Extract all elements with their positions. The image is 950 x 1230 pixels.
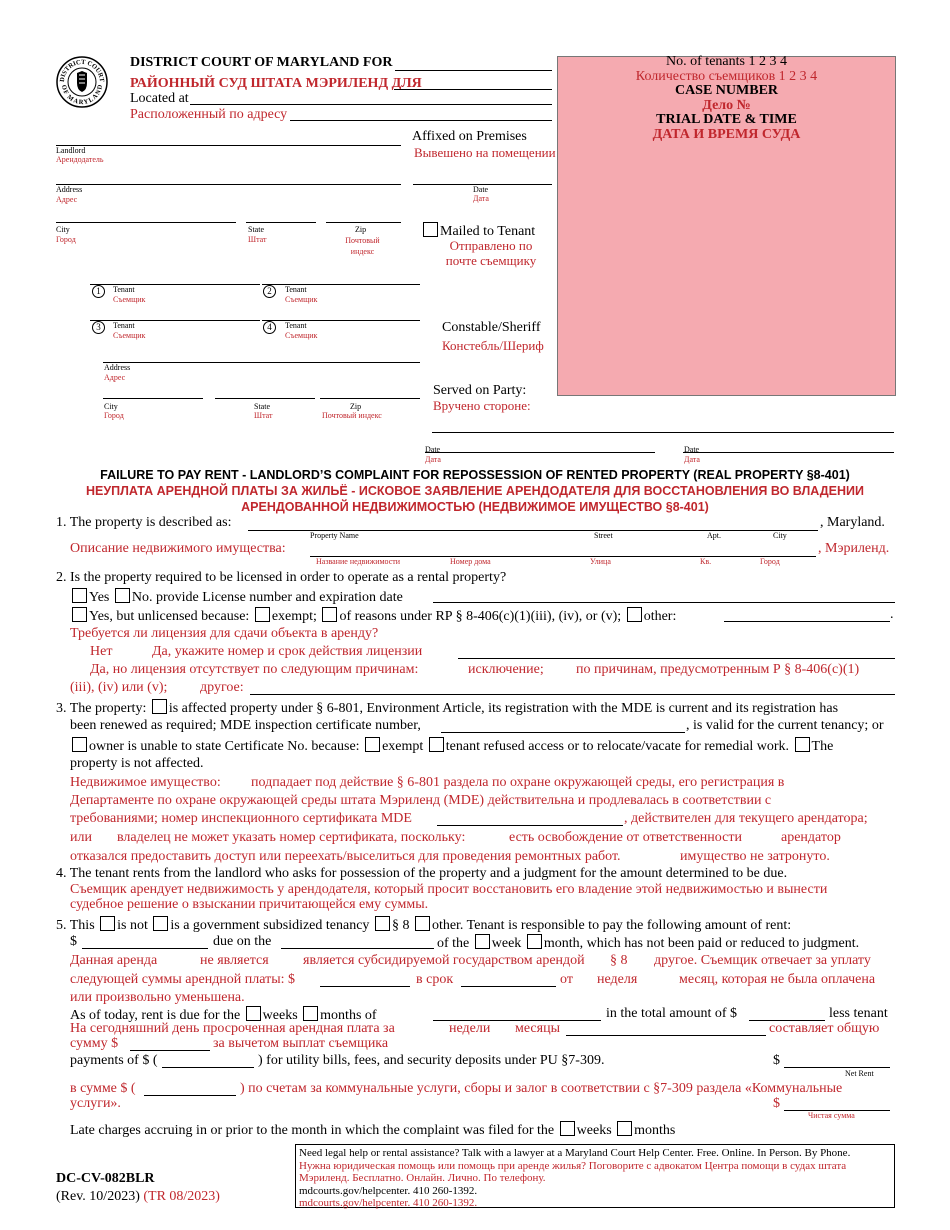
form-title-en: FAILURE TO PAY RENT - LANDLORD’S COMPLAINT FOR REPOSSESSION OF RENTED PROPERTY (REAL PROPERTY §8-401) [100,468,850,482]
net-rent-dollar-en: $ [773,1053,780,1068]
tenant-city-ru: Город [104,411,124,420]
item3-affected-text: is affected property under § 6-801, Environment Article, its registration with the MDE is current and its registration has [168,701,839,716]
total-amount-label: in the total amount of $ [606,1006,738,1021]
trial-date-en: TRIAL DATE & TIME [656,112,797,127]
form-rev-tr: (TR 08/2023) [143,1189,220,1204]
item4-ru-2: судебное решение о взыскании причитающейся ему суммы. [70,897,429,912]
rent-amount-line[interactable] [82,948,208,949]
cert-exempt-label: exempt [382,739,424,754]
tenant-state-en: State [254,402,270,411]
item5-ru-1b: не является [200,953,269,968]
item5-line1 [56,916,791,934]
help-contact-ru[interactable]: mdcourts.gov/helpcenter. 410 260-1392. [299,1197,478,1209]
rent-due-label: As of today, rent is due for the [70,1008,241,1023]
item1-label-ru: Описание недвижимого имущества: [70,541,286,556]
tenants-count-en: No. of tenants 1 2 3 4 [666,54,787,69]
tenant-address-en: Address [104,363,131,372]
tenant-address-ru: Адрес [104,373,126,382]
landlord-zip-ru: Почтовый индекс [345,236,380,256]
case-number-ru: Дело № [702,97,751,113]
mde-certificate-ru-line[interactable] [437,825,623,826]
today-ru-b: недели [449,1021,491,1036]
item3-ru-1a: Недвижимое имущество: [70,775,221,790]
item5-ru-2e: месяц, которая не была оплачена [679,972,876,987]
tenants-count-ru: Количество съемщиков 1 2 3 4 [635,68,818,84]
located-label-en: Located at [130,91,189,106]
item5-ru-2c: от [560,972,573,987]
item3-line3 [70,737,833,755]
months-of-ru-line[interactable] [566,1035,766,1036]
served-date2-ru: Дата [684,455,700,464]
tenant1-label-en: Tenant [113,285,135,294]
item4-en: 4. The tenant rents from the landlord who asks for possession of the property and a judgment for the amount determined to be due. [56,866,788,881]
court-title-en: DISTRICT COURT OF MARYLAND FOR [130,55,393,70]
net-rent-line[interactable] [784,1067,890,1068]
today-ru2-b: за вычетом выплат съемщика [213,1036,389,1051]
due-weeks-checkbox[interactable] [246,1006,261,1021]
payments-amount-ru-line[interactable] [144,1095,236,1096]
col-apt-en: Apt. [707,531,721,540]
due-weeks-label: weeks [262,1008,298,1023]
tenancy-is-not-checkbox[interactable] [100,916,115,931]
form-rev-en: (Rev. 10/2023) [56,1189,140,1204]
item5-ru-1a: Данная аренда [70,953,158,968]
tenant-zip-ru: Почтовый индекс [322,411,382,420]
affixed-label-en: Affixed on Premises [412,129,527,144]
item3-ru-4a: или [70,830,92,845]
form-title-ru-1: НЕУПЛАТА АРЕНДНОЙ ПЛАТЫ ЗА ЖИЛЬЁ - ИСКОВОЕ ЗАЯВЛЕНИЕ АРЕНДОДАТЕЛЯ ДЛЯ ВОССТАНОВЛЕНИЯ ВО ВЛАДЕНИИ [86,484,864,498]
payments-amount-line[interactable] [162,1067,254,1068]
landlord-city-ru: Город [56,235,76,244]
today-ru-a: На сегодняшний день просроченная арендная плата за [70,1021,395,1036]
license-yes-checkbox[interactable] [72,588,87,603]
payments-ru-a: в сумме $ ( [70,1081,136,1096]
rent-week-checkbox[interactable] [475,934,490,949]
license-other-checkbox[interactable] [627,607,642,622]
tenant-city-line[interactable] [103,398,203,399]
item5-ru-1d: § 8 [610,953,628,968]
mailed-label-ru: Отправлено по почте съемщику [445,238,537,268]
item3-ru-3b: , действителен для текущего арендатора; [624,811,868,826]
tenant-state-line[interactable] [215,398,315,399]
served-date1-ru: Дата [425,455,441,464]
item3-ru-1b: подпадает под действие § 6-801 раздела по охране окружающей среды, его регистрация в [251,775,785,790]
col-apt-ru: Кв. [700,557,712,566]
license-exempt-ru: исключение; [468,662,544,677]
license-exempt-label: exempt; [271,609,317,624]
tenant4-label-en: Tenant [285,321,307,330]
col-street-en: Street [594,531,613,540]
landlord-zip-line[interactable] [326,222,401,223]
late-weeks-label: weeks [576,1123,612,1138]
form-title-ru-2: АРЕНДОВАННОЙ НЕДВИЖИМОСТЬЮ (НЕДВИЖИМОЕ ИМУЩЕСТВО §8-401) [241,500,709,514]
mailed-label-en: Mailed to Tenant [440,224,536,239]
item1-label-en: 1. The property is described as: [56,515,232,530]
tenant3-number: 3 [92,321,105,334]
col-city-en: City [773,531,787,540]
item1-maryland-en: , Maryland. [820,515,885,530]
item3-label: 3. The property: [56,701,147,716]
served-label-ru: Вручено стороне: [433,398,531,413]
tenant2-label-ru: Съемщик [285,295,318,304]
tenant1-number: 1 [92,285,105,298]
tenant-zip-line[interactable] [320,398,420,399]
served-date1-en: Date [425,445,441,454]
rent-amount-ru-line[interactable] [320,986,410,987]
served-party-line[interactable] [432,432,894,433]
late-months-label: months [634,1123,676,1138]
total-amount-ru-line[interactable] [130,1050,210,1051]
license-other-ru: другое: [200,680,244,695]
landlord-city-line[interactable] [56,222,236,223]
affixed-label-ru: Вывешено на помещении [414,145,556,160]
payments-label-a: payments of $ ( [70,1053,158,1068]
located-ru-line[interactable] [290,120,552,121]
constable-label-en: Constable/Sheriff [442,320,541,335]
case-info-box [557,56,896,396]
mailed-checkbox[interactable] [423,222,438,237]
tenancy-is-label: is a government subsidized tenancy [170,918,370,933]
tenancy-other-checkbox[interactable] [415,916,430,931]
owner-unable-label: owner is unable to state Certificate No. because: [89,739,360,754]
today-ru-c: месяцы [515,1021,560,1036]
court-county-line[interactable] [395,70,552,71]
license-unlicensed-label: Yes, but unlicensed because: [89,609,250,624]
less-tenant-label: less tenant [829,1006,888,1021]
tenancy-is-checkbox[interactable] [153,916,168,931]
late-weeks-checkbox[interactable] [560,1121,575,1136]
tenant4-number: 4 [263,321,276,334]
late-months-checkbox[interactable] [617,1121,632,1136]
court-title-ru: РАЙОННЫЙ СУД ШТАТА МЭРИЛЕНД ДЛЯ [130,76,422,91]
due-date-line[interactable] [281,948,434,949]
help-text-ru-1: Нужна юридическая помощь или помощь при аренде жилья? Поговорите с адвокатом Центра помощи в судах штата [299,1159,847,1172]
item2-question-en: 2. Is the property required to be licensed in order to operate as a rental property? [56,570,507,585]
late-charges-row [70,1121,675,1139]
served-date-line-1[interactable] [425,452,655,453]
seal-text-bottom: OF MARYLAND [59,84,105,107]
landlord-state-line[interactable] [246,222,316,223]
tenancy-is-not-label: is not [117,918,148,933]
form-rev [56,1189,220,1205]
help-contact-en[interactable]: mdcourts.gov/helpcenter. 410 260-1392. [299,1184,478,1197]
payments-label-b: ) for utility bills, fees, and security deposits under PU §7-309. [258,1053,605,1068]
item5-ru-2d: неделя [597,972,638,987]
court-county-ru-line[interactable] [394,89,552,90]
license-number-line[interactable] [433,602,895,603]
item3-valid-text: , is valid for the current tenancy; or [686,718,884,733]
affixed-date-ru: Дата [473,194,489,203]
case-number-en: CASE NUMBER [674,83,779,98]
col-property-name-en: Property Name [310,531,359,540]
item3-ru-4d: арендатор [781,830,841,845]
due-date-ru-line[interactable] [461,986,556,987]
tenant2-label-en: Tenant [285,285,307,294]
landlord-city-en: City [56,225,70,234]
rent-month-label: month, which has not been paid or reduced to judgment. [543,936,860,951]
landlord-address-line[interactable] [56,184,401,185]
license-unlicensed-checkbox[interactable] [72,607,87,622]
item5-ru-1e: другое. Съемщик отвечает за уплату [654,953,871,968]
court-seal [56,56,108,108]
license-unlicensed-ru: Да, но лицензия отсутствует по следующим причинам: [90,662,419,677]
rent-month-checkbox[interactable] [527,934,542,949]
of-the-label: of the [437,936,470,951]
seal-text-top: DISTRICT COURT [58,58,106,83]
section8-checkbox[interactable] [375,916,390,931]
landlord-label-ru: Арендодатель [56,155,104,164]
due-months-checkbox[interactable] [303,1006,318,1021]
license-other-label: other: [643,609,677,624]
owner-unable-checkbox[interactable] [72,737,87,752]
form-id: DC-CV-082BLR [56,1171,155,1186]
rent-dollar-en: $ [70,934,77,949]
license-yes-ru: Да, укажите номер и срок действия лицензии [152,644,423,659]
net-rent-label-ru: Чистая сумма [808,1111,855,1120]
due-months-label: months of [320,1008,377,1023]
item5-ru-2a: следующей суммы арендной платы: $ [70,972,296,987]
cert-exempt-checkbox[interactable] [365,737,380,752]
tenant2-number: 2 [263,285,276,298]
col-city-ru: Город [760,557,780,566]
item2-row-yes [70,588,403,606]
landlord-state-ru: Штат [248,235,267,244]
license-other-line[interactable] [724,621,890,622]
landlord-address-en: Address [56,185,83,194]
item1-maryland-ru: , Мэриленд. [818,541,890,556]
col-property-name-ru: Название недвижимости [316,557,401,566]
col-number-ru: Номер дома [450,557,491,566]
item3-line4: property is not affected. [70,756,204,771]
license-other-ru-line[interactable] [250,694,895,695]
license-reasons-ru: по причинам, предусмотренным Р § 8-406(с)(1) [576,662,860,677]
license-reasons-label: of reasons under RP § 8-406(c)(1)(iii), (iv), or (v); [339,609,622,624]
license-reasons-checkbox[interactable] [322,607,337,622]
item2-row-unlicensed [70,607,676,625]
payments-ru-c: услуги». [70,1096,121,1111]
tenant-zip-en: Zip [350,402,362,411]
item5-ru-3: или произвольно уменьшена. [70,990,245,1005]
affixed-date-en: Date [473,185,489,194]
mde-certificate-line[interactable] [441,732,685,733]
item3-line2 [70,718,421,734]
legal-help-box [295,1144,895,1208]
landlord-line[interactable] [56,145,401,146]
served-date-line-2[interactable] [683,452,894,453]
item3-ru-4b: владелец не может указать номер сертификата, поскольку: [117,830,466,845]
late-charges-label: Late charges accruing in or prior to the month in which the complaint was filed for the [70,1123,555,1138]
payments-ru-b: ) по счетам за коммунальные услуги, сборы и залог в соответствии с §7-309 раздела «Коммунальные [240,1081,843,1096]
item3-ru-5a: отказался предоставить доступ или переехать/выселиться для проведения ремонтных работ. [70,849,621,864]
license-exempt-checkbox[interactable] [255,607,270,622]
net-rent-label-en: Net Rent [845,1069,874,1078]
item3-ru-5b: имущество не затронуто. [680,849,830,864]
help-text-en: Need legal help or rental assistance? Talk with a lawyer at a Maryland Court Help Center. Free. Online. In Person. By Phone. [299,1147,851,1159]
landlord-label-en: Landlord [56,146,86,155]
license-no-checkbox[interactable] [115,588,130,603]
tenant-address-line[interactable] [103,362,420,363]
constable-label-ru: Констебль/Шериф [442,338,544,353]
item3-line1 [56,699,838,717]
trial-date-ru: ДАТА И ВРЕМЯ СУДА [652,126,801,142]
item5-ru-1c: является субсидируемой государством арендой [303,953,585,968]
license-yes-label: Yes [89,590,110,605]
located-label-ru: Расположенный по адресу [130,107,288,122]
located-at-line[interactable] [190,104,552,105]
col-street-ru: Улица [590,557,611,566]
license-no-label: No. provide License number and expiration date [131,590,403,605]
tenant4-label-ru: Съемщик [285,331,318,340]
tenant-refused-checkbox[interactable] [429,737,444,752]
item3-ru-2: Департаменте по охране окружающей среды штата Мэриленд (MDE) действительна и продлевалась в соответствии с [70,793,772,808]
tenant1-label-ru: Съемщик [113,295,146,304]
not-affected-label: The [811,739,834,754]
tenancy-other-label: other. Tenant is responsible to pay the following amount of rent: [431,918,792,933]
item3-ru-4c: есть освобождение от ответственности [509,830,742,845]
today-ru2-a: сумму $ [70,1036,119,1051]
item4-ru-1: Съемщик арендует недвижимость у арендодателя, который просит восстановить его владение этой недвижимостью и вынести [70,882,828,897]
landlord-zip-en: Zip [355,225,367,234]
net-rent-dollar-ru: $ [773,1096,780,1111]
rent-week-label: week [491,936,522,951]
license-number-ru-line[interactable] [458,658,895,659]
tenant-city-en: City [104,402,118,411]
due-on-label: due on the [213,934,272,949]
item3-mde-text: been renewed as required; MDE inspection certificate number, [70,718,421,733]
license-no-ru: Нет [90,644,113,659]
lead-affected-checkbox[interactable] [152,699,167,714]
served-label-en: Served on Party: [433,383,527,398]
tenant3-label-ru: Съемщик [113,331,146,340]
section8-label: § 8 [391,918,410,933]
help-text-ru-2: Мэриленд. Бесплатно. Онлайн. Лично. По телефону. [299,1172,546,1184]
tenant-refused-label: tenant refused access or to relocate/vacate for remedial work. [445,739,790,754]
tenant3-label-en: Tenant [113,321,135,330]
item2-question-ru: Требуется ли лицензия для сдачи объекта в аренду? [70,626,379,641]
item3-ru-3a: требованиями; номер инспекционного сертификата MDE [70,811,412,826]
tenant-state-ru: Штат [254,411,273,420]
not-affected-checkbox[interactable] [795,737,810,752]
landlord-state-en: State [248,225,264,234]
rent-period-row [437,934,859,952]
today-ru-d: составляет общую [769,1021,880,1036]
landlord-address-ru: Адрес [56,195,78,204]
item5-ru-2b: в срок [416,972,454,987]
license-reasons-ru-2: (iii), (iv) или (v); [70,680,168,695]
served-date2-en: Date [684,445,700,454]
item5-label: 5. This [56,918,95,933]
